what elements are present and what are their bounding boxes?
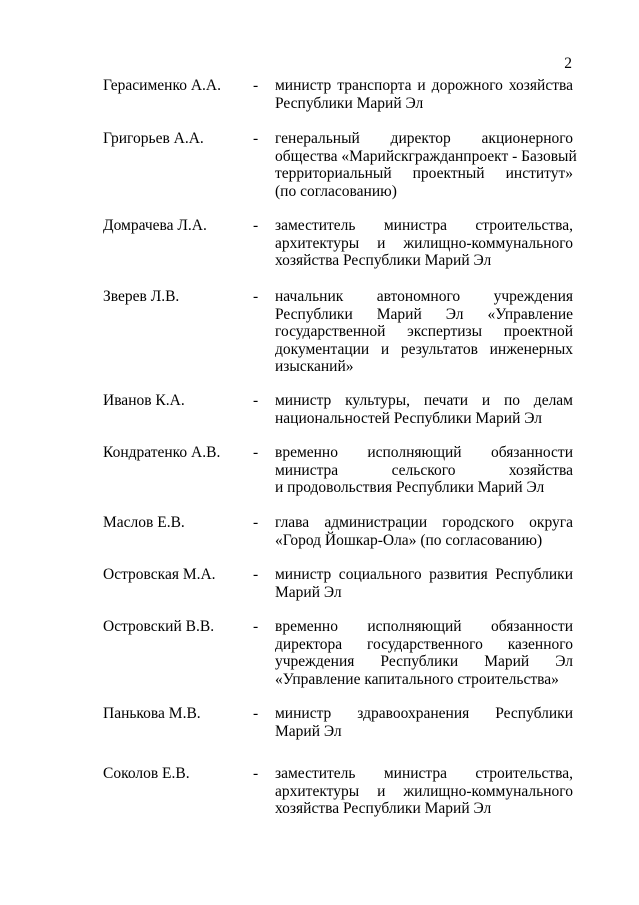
member-name: Герасименко А.А. [103,77,221,94]
member-role-line: хозяйства Республики Марий Эл [275,252,492,270]
member-name: Григорьев А.А. [103,130,204,147]
member-name: Кондратенко А.В. [103,444,221,461]
member-role-line: Республики Марий Эл «Управление [275,305,573,323]
member-role-line: хозяйства Республики Марий Эл [275,800,492,818]
member-role [275,705,573,740]
member-name: Островская М.А. [103,566,216,583]
member-dash: - [253,130,259,147]
member-role-line: министра сельского хозяйства [275,461,573,479]
member-role-line: общества «Марийскгражданпроект - Базовый [275,147,577,165]
member-role-line: архитектуры и жилищно-коммунального [275,234,573,252]
member-role-line: временно исполняющий обязанности [275,618,573,635]
member-role-line: документации и результатов инженерных [275,340,573,358]
member-dash: - [253,217,259,234]
member-role-line: министр социального развития Республики [275,566,573,583]
member-role-line: заместитель министра строительства, [275,765,573,782]
member-role [275,566,573,601]
member-role-line: глава администрации городского округа [275,514,573,531]
member-role-line: национальностей Республики Марий Эл [275,409,543,427]
member-name: Иванов К.А. [103,392,185,409]
member-role-line: министр здравоохранения Республики [275,705,573,722]
member-dash: - [253,705,259,722]
member-role-line: начальник автономного учреждения [275,288,573,305]
member-role-line: Марий Эл [275,722,342,740]
member-name: Зверев Л.В. [103,288,180,305]
member-role [275,130,577,200]
member-dash: - [253,618,259,635]
page-number: 2 [564,55,572,72]
member-role-line: директора государственного казенного [275,635,573,653]
member-role [275,514,573,549]
member-role [275,444,573,497]
member-role-line: учреждения Республики Марий Эл [275,653,573,671]
member-role [275,288,573,376]
member-role [275,217,573,270]
member-role-line: «Управление капитального строительства» [275,670,559,688]
member-role-line: временно исполняющий обязанности [275,444,573,461]
member-role-line: заместитель министра строительства, [275,217,573,234]
member-role-line: архитектуры и жилищно-коммунального [275,782,573,800]
member-dash: - [253,765,259,782]
member-role-line: изысканий» [275,358,354,376]
member-name: Соколов Е.В. [103,765,190,782]
member-dash: - [253,392,259,409]
member-name: Островский В.В. [103,618,215,635]
member-role [275,392,573,427]
member-role-line: территориальный проектный институт» [275,165,573,183]
member-name: Панькова М.В. [103,705,201,722]
member-role-line: «Город Йошкар-Ола» (по согласованию) [275,531,543,549]
member-role [275,765,573,818]
member-name: Маслов Е.В. [103,514,185,531]
member-dash: - [253,77,259,94]
member-role-line: министр культуры, печати и по делам [275,392,573,409]
member-dash: - [253,444,259,461]
member-role-line: Республики Марий Эл [275,94,424,112]
member-role-line: и продовольствия Республики Марий Эл [275,479,545,497]
member-role-line: государственной экспертизы проектной [275,323,573,341]
member-role-line: министр транспорта и дорожного хозяйства [275,77,573,94]
member-role [275,77,573,112]
member-dash: - [253,288,259,305]
member-dash: - [253,514,259,531]
member-dash: - [253,566,259,583]
member-role [275,618,573,688]
member-role-line: (по согласованию) [275,182,397,200]
member-name: Домрачева Л.А. [103,217,207,234]
member-role-line: Марий Эл [275,583,342,601]
member-role-line: генеральный директор акционерного [275,130,573,147]
